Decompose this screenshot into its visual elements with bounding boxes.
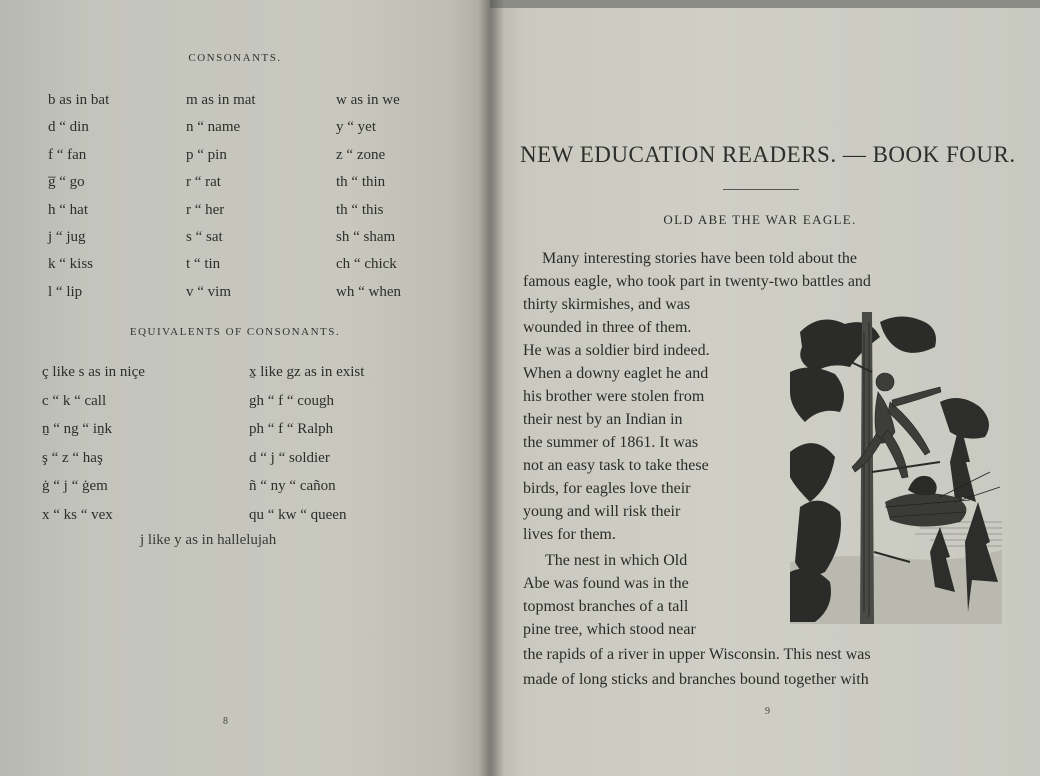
consonants-heading: CONSONANTS.: [188, 52, 282, 64]
text-line: not an easy task to take these: [523, 457, 709, 474]
equivalent-row: [42, 421, 442, 450]
consonant-cell: sh “ sham: [336, 228, 396, 245]
text-line: pine tree, which stood near: [523, 621, 696, 638]
consonant-row: [48, 92, 448, 119]
text-line: lives for them.: [523, 526, 616, 543]
text-line: the rapids of a river in upper Wisconsin. This nest was: [523, 646, 871, 663]
consonant-cell: s “ sat: [186, 228, 223, 245]
text-line: topmost branches of a tall: [523, 598, 689, 615]
consonant-cell: y “ yet: [336, 119, 376, 136]
consonant-cell: wh “ when: [336, 283, 401, 300]
consonant-cell: r “ her: [186, 201, 225, 218]
text-line: their nest by an Indian in: [523, 411, 683, 428]
text-line: The nest in which Old: [545, 552, 688, 569]
consonant-row: [48, 284, 448, 311]
equivalent-cell: ç like s as in niçe: [42, 364, 145, 380]
consonant-cell: f “ fan: [48, 146, 87, 163]
equivalent-cell: gh “ f “ cough: [249, 392, 334, 409]
text-line: his brother were stolen from: [523, 388, 705, 405]
equivalent-cell: ph “ f “ Ralph: [249, 421, 334, 438]
book-title: NEW EDUCATION READERS. — BOOK FOUR.: [520, 142, 1016, 167]
consonant-cell: k “ kiss: [48, 256, 93, 273]
consonant-cell: h “ hat: [48, 201, 88, 218]
equivalent-row: [42, 393, 442, 422]
consonant-cell: w as in we: [336, 92, 400, 108]
text-line: made of long sticks and branches bound together with: [523, 671, 869, 688]
consonant-row: [48, 119, 448, 146]
equivalent-cell: qu “ kw “ queen: [249, 506, 347, 523]
consonant-cell: th “ this: [336, 201, 384, 218]
equivalent-row: [42, 364, 442, 393]
consonant-row: [48, 202, 448, 229]
story-title: OLD ABE THE WAR EAGLE.: [663, 212, 857, 227]
equivalent-cell: c “ k “ call: [42, 392, 107, 409]
consonant-cell: v “ vim: [186, 283, 231, 300]
consonants-table: [48, 92, 448, 311]
equivalent-cell: x̱ like gz as in exist: [249, 364, 365, 380]
equivalents-heading: EQUIVALENTS OF CONSONANTS.: [129, 326, 341, 338]
text-line: Many interesting stories have been told about the: [542, 250, 858, 267]
consonant-cell: l “ lip: [48, 283, 83, 300]
equivalents-table: [42, 364, 442, 536]
consonant-row: [48, 174, 448, 201]
page-edge: [490, 0, 1040, 8]
book-gutter: [478, 0, 504, 776]
consonant-cell: m as in mat: [186, 92, 256, 108]
consonant-row: [48, 256, 448, 283]
text-line: When a downy eaglet he and: [523, 365, 709, 382]
equivalent-row: [42, 450, 442, 479]
text-line: thirty skirmishes, and was: [523, 296, 691, 313]
consonant-cell: j “ jug: [48, 228, 86, 245]
equivalent-row: [42, 478, 442, 507]
consonant-cell: th “ thin: [336, 174, 386, 191]
consonant-cell: z “ zone: [336, 146, 386, 163]
text-line: young and will risk their: [523, 503, 681, 520]
equivalent-cell: ñ “ ny “ cañon: [249, 478, 336, 495]
text-line: famous eagle, who took part in twenty-two battles and: [523, 273, 871, 290]
consonant-cell: d “ din: [48, 119, 89, 136]
consonant-cell: p “ pin: [186, 146, 227, 163]
page-number-right: 9: [765, 706, 770, 717]
consonant-cell: b as in bat: [48, 92, 110, 108]
consonant-cell: n “ name: [186, 119, 241, 136]
equivalent-cell: ṉ “ ng “ iṉk: [42, 421, 112, 438]
title-rule: [723, 189, 799, 190]
text-line: birds, for eagles love their: [523, 480, 691, 497]
consonant-cell: g̅ “ go: [48, 174, 85, 191]
text-line: He was a soldier bird indeed.: [523, 342, 710, 359]
consonant-cell: ch “ chick: [336, 256, 397, 273]
text-line: wounded in three of them.: [523, 319, 692, 336]
equivalent-cell: x “ ks “ vex: [42, 506, 113, 523]
consonant-cell: r “ rat: [186, 174, 221, 191]
consonant-cell: t “ tin: [186, 256, 221, 273]
eagle-nest-illustration: [790, 312, 1002, 624]
equivalents-footnote: j like y as in hallelujah: [140, 532, 277, 548]
equivalent-cell: ş “ z “ haş: [42, 449, 103, 466]
equivalent-cell: d “ j “ soldier: [249, 449, 330, 466]
text-line: the summer of 1861. It was: [523, 434, 699, 451]
consonant-row: [48, 229, 448, 256]
text-line: Abe was found was in the: [523, 575, 689, 592]
page-number-left: 8: [223, 716, 228, 727]
equivalent-cell: ġ “ j “ ġem: [42, 478, 108, 495]
consonant-row: [48, 147, 448, 174]
